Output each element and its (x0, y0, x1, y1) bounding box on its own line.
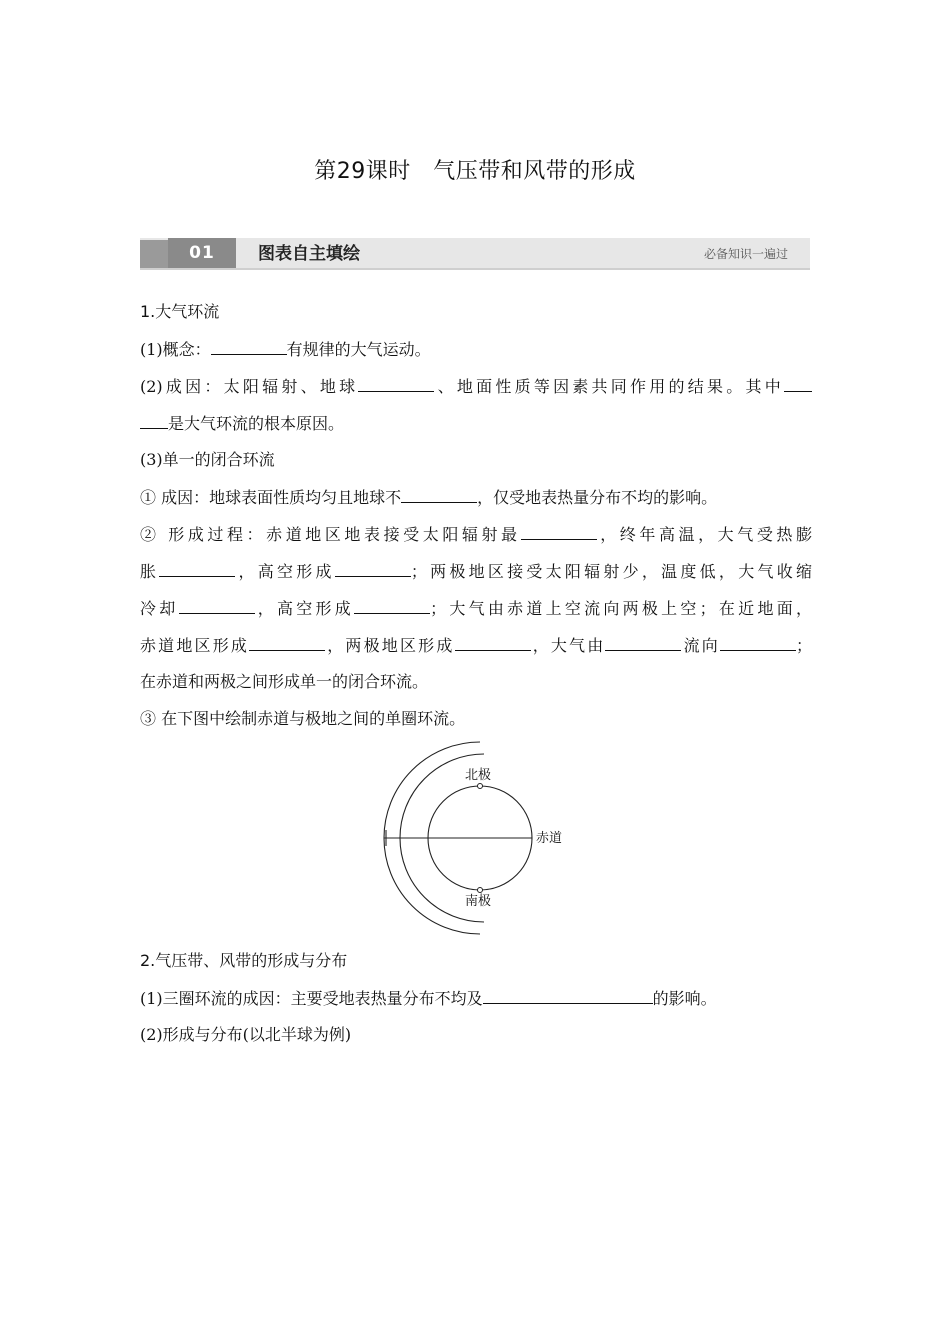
text: ，高空形成 (254, 599, 355, 618)
banner-label: 图表自主填绘 (258, 244, 360, 264)
banner-subtitle: 必备知识一遍过 (703, 247, 788, 261)
section-2-heading: 2.气压带、风带的形成与分布 (140, 951, 348, 970)
north-pole-label: 北极 (465, 768, 492, 783)
text: 的影响。 (652, 989, 717, 1008)
text: (1)三圈环流的成因：主要受地表热量分布不均及 (140, 989, 483, 1008)
north-pole-point (478, 784, 483, 789)
paragraph-concept (140, 330, 812, 367)
text: ，大气由 (530, 636, 606, 655)
text: ；两极地区接受太阳辐射少，温度低，大气收缩 (410, 562, 812, 581)
paragraph-process-line-4 (140, 626, 812, 663)
section-1 (140, 293, 812, 737)
fill-blank[interactable] (140, 404, 168, 429)
text: 胀 (140, 562, 160, 581)
text: ，仅受地表热量分布不均的影响。 (477, 488, 718, 507)
circulation-diagram (380, 738, 580, 938)
south-pole-point (478, 888, 483, 893)
banner-number: 01 (168, 238, 236, 268)
text: 赤道地区形成 (140, 636, 250, 655)
fill-blank[interactable] (211, 330, 287, 355)
fill-blank[interactable] (249, 626, 325, 651)
text: 流向 (681, 636, 720, 655)
fill-blank[interactable] (784, 367, 812, 392)
text: (1)概念： (140, 340, 211, 359)
fill-blank[interactable] (354, 589, 430, 614)
paragraph-three-cell-cause (140, 979, 812, 1016)
section-banner (140, 238, 810, 270)
section-1-heading: 1.大气环流 (140, 302, 220, 321)
paragraph-cause-line-1 (140, 367, 812, 404)
fill-blank[interactable] (521, 515, 597, 540)
text: ； (795, 636, 812, 655)
fill-blank[interactable] (179, 589, 255, 614)
text: (2)成因：太阳辐射、地球 (140, 377, 359, 396)
fill-blank[interactable] (159, 552, 235, 577)
text: 是大气环流的根本原因。 (168, 414, 345, 433)
text: ① 成因：地球表面性质均匀且地球不 (140, 488, 402, 507)
paragraph-cause-line-2 (140, 404, 812, 441)
text: 有规律的大气运动。 (286, 340, 431, 359)
equator-label: 赤道 (536, 831, 563, 846)
paragraph-draw-instruction: ③ 在下图中绘制赤道与极地之间的单圈环流。 (140, 709, 466, 728)
fill-blank[interactable] (358, 367, 434, 392)
text: ② 形成过程：赤道地区地表接受太阳辐射最 (140, 525, 521, 544)
fill-blank[interactable] (455, 626, 531, 651)
paragraph-process-line-5: 在赤道和两极之间形成单一的闭合环流。 (140, 672, 429, 691)
subheading-single-cell: (3)单一的闭合环流 (140, 450, 275, 469)
section-2 (140, 942, 812, 1053)
page-title: 第29课时 气压带和风带的形成 (314, 159, 636, 184)
paragraph-process-line-3 (140, 589, 812, 626)
paragraph-formation-distribution: (2)形成与分布(以北半球为例) (140, 1025, 352, 1044)
fill-blank[interactable] (720, 626, 796, 651)
fill-blank[interactable] (483, 979, 653, 1004)
paragraph-process-line-1 (140, 515, 812, 552)
south-pole-label: 南极 (465, 894, 492, 909)
text: ，高空形成 (235, 562, 335, 581)
paragraph-single-cause (140, 478, 812, 515)
text: ，两极地区形成 (325, 636, 455, 655)
fill-blank[interactable] (605, 626, 681, 651)
fill-blank[interactable] (401, 478, 477, 503)
text: 冷却 (140, 599, 179, 618)
fill-blank[interactable] (335, 552, 411, 577)
text: ，终年高温，大气受热膨 (596, 525, 812, 544)
paragraph-process-line-2 (140, 552, 812, 589)
text: ；大气由赤道上空流向两极上空；在近地面， (430, 599, 812, 618)
text: 、地面性质等因素共同作用的结果。其中 (434, 377, 784, 396)
